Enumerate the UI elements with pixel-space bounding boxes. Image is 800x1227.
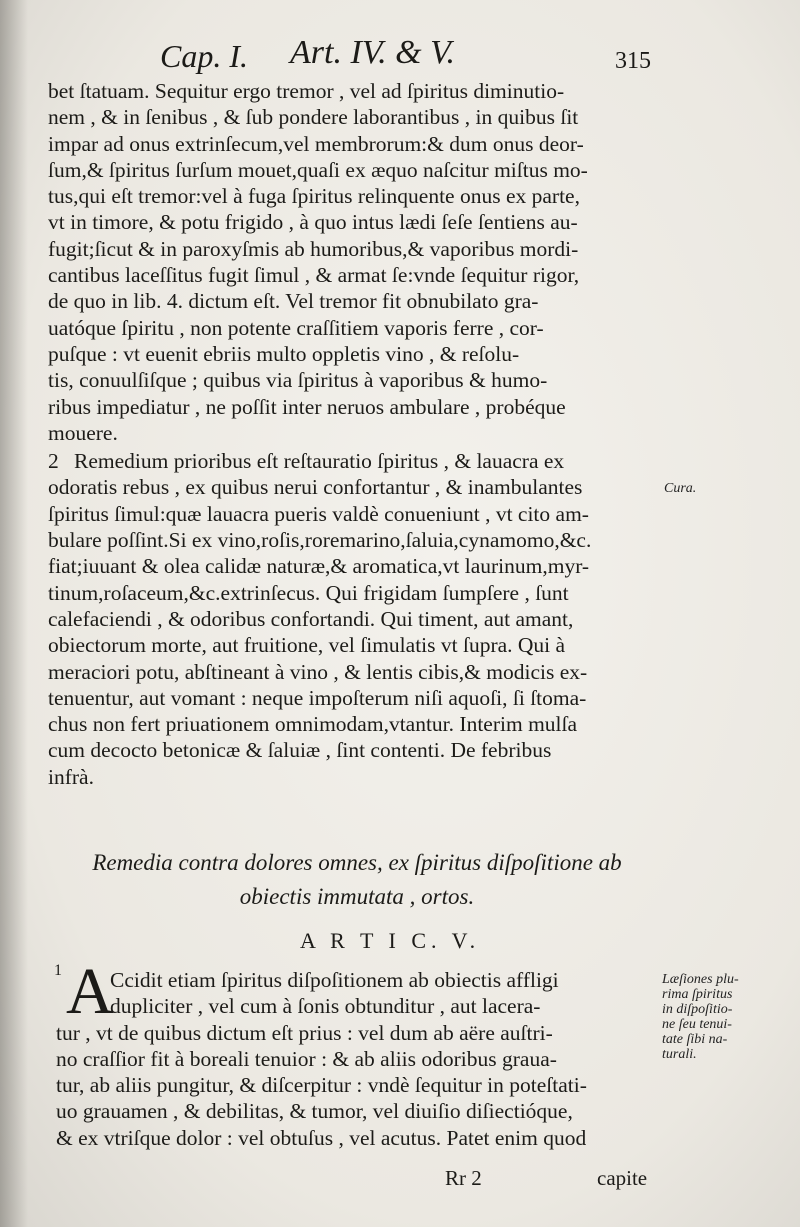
text-line: chus non fert priuationem omnimodam,vtantur. Interim mulſa (48, 712, 578, 737)
text-line: cum decocto betonicæ & ſaluiæ , ſint contenti. De febribus (48, 738, 552, 763)
margin-note-line: rima ſpiritus (662, 987, 733, 1002)
text-line: ſpiritus ſimul:quæ lauacra pueris valdè conueniunt , vt cito am- (48, 501, 589, 526)
text-line: impar ad onus extrinſecum,vel membrorum:& dum onus deor- (48, 131, 584, 156)
gutter-shadow (0, 0, 28, 1227)
margin-note-line: tate ſibi na- (662, 1032, 728, 1047)
main-text-block (48, 78, 658, 790)
text-line: tur , vt de quibus dictum eſt prius : vel dum ab aëre auſtri- (56, 1020, 553, 1045)
chapter-label: Cap. I. (160, 38, 248, 74)
text-line (48, 448, 658, 474)
drop-cap: A (66, 955, 114, 1028)
article-label: Art. IV. & V. (290, 34, 455, 71)
margin-note-line: turali. (662, 1047, 697, 1062)
text-line: infrà. (48, 764, 94, 789)
text-line: & ex vtriſque dolor : vel obtuſus , vel acutus. Patet enim quod (56, 1125, 587, 1150)
article-text-block (56, 967, 656, 1151)
text-line: Ccidit etiam ſpiritus diſpoſitionem ab obiectis affligi (110, 968, 559, 992)
text-line: nem , & in ſenibus , & ſub pondere laborantibus , in quibus ſit (48, 105, 579, 130)
text-line: meraciori potu, abſtineant à vino , & lentis cibis,& modicis ex- (48, 659, 588, 684)
paragraph-number: 2 (48, 449, 59, 474)
text-line: bet ſtatuam. Sequitur ergo tremor , vel ad ſpiritus diminutio- (48, 79, 565, 103)
text-line: tur, ab aliis pungitur, & diſcerpitur : vndè ſequitur in poteſtati- (56, 1073, 587, 1098)
text-line: de quo in lib. 4. dictum eſt. Vel tremor fit obnubilato gra- (48, 289, 539, 314)
margin-note-laesiones (662, 972, 772, 1062)
signature-mark: Rr 2 (445, 1166, 482, 1190)
text-line: tus,qui eſt tremor:vel à fuga ſpiritus relinquente onus ex parte, (48, 184, 580, 209)
text-line: cantibus laceſſitus fugit ſimul , & armat ſe:vnde ſequitur rigor, (48, 263, 580, 288)
margin-note-line: in diſpoſitio- (662, 1002, 733, 1017)
text-line: tinum,roſaceum,&c.extrinſecus. Qui frigidam ſumpſere , ſunt (48, 580, 569, 605)
page-footer (445, 1166, 665, 1196)
paragraph-number: 1 (54, 962, 62, 979)
subheading-line: obiectis immutata , ortos. (239, 884, 475, 909)
text-line: fugit;ſicut & in paroxyſmis ab humoribus,& vaporibus mordi- (48, 236, 579, 261)
text-line: puſque : vt euenit ebriis multo oppletis vino , & reſolu- (48, 341, 520, 366)
text-line: dupliciter , vel cum à ſonis obtunditur , aut lacera- (110, 994, 541, 1019)
text-line: odoratis rebus , ex quibus nerui confortantur , & inambulantes (48, 475, 583, 500)
text-span: Remedium prioribus eſt reſtauratio ſpiritus , & lauacra ex (74, 449, 565, 474)
text-line: tenuentur, aut vomant : neque impoſterum niſi aquoſi, ſi ſtoma- (48, 685, 587, 710)
subheading-line: Remedia contra dolores omnes, ex ſpiritus diſpoſitione ab (92, 850, 622, 875)
margin-note-line: ne ſeu tenui- (662, 1017, 732, 1032)
text-line: ſum,& ſpiritus ſurſum mouet,quaſi ex æquo naſcitur miſtus mo- (48, 157, 588, 182)
text-line: vt in timore, & potu frigido , à quo intus lædi ſeſe ſentiens au- (48, 210, 578, 235)
text-line: fiat;iuuant & olea calidæ naturæ,& aromatica,vt laurinum,myr- (48, 554, 590, 579)
catchword: capite (597, 1166, 648, 1190)
margin-note-line: Læſiones plu- (662, 972, 739, 987)
text-line: tis, conuulſiſque ; quibus via ſpiritus à vaporibus & humo- (48, 368, 548, 393)
text-line: ribus impediatur , ne poſſit inter neruos ambulare , probéque (48, 394, 566, 419)
section-subheading (72, 846, 642, 914)
text-line: no craſſior fit à boreali tenuior : & ab aliis odoribus graua- (56, 1046, 557, 1071)
text-line: obiectorum morte, aut fruitione, vel ſimulatis vt ſupra. Qui à (48, 633, 566, 658)
article-heading: A R T I C. V. (300, 928, 481, 953)
page-number: 315 (615, 48, 651, 74)
text-line: calefaciendi , & odoribus confortandi. Qui timent, aut amant, (48, 606, 574, 631)
margin-note-cura: Cura. (664, 481, 697, 496)
text-line: uatóque ſpiritu , non potente craſſitiem vaporis ferre , cor- (48, 315, 544, 340)
text-line: mouere. (48, 420, 118, 445)
running-header (150, 30, 670, 80)
text-line: bulare poſſint.Si ex vino,roſis,roremarino,ſaluia,cynamomo,&c. (48, 528, 592, 553)
text-line: uo grauamen , & debilitas, & tumor, vel diuiſio diſiectióque, (56, 1099, 573, 1124)
